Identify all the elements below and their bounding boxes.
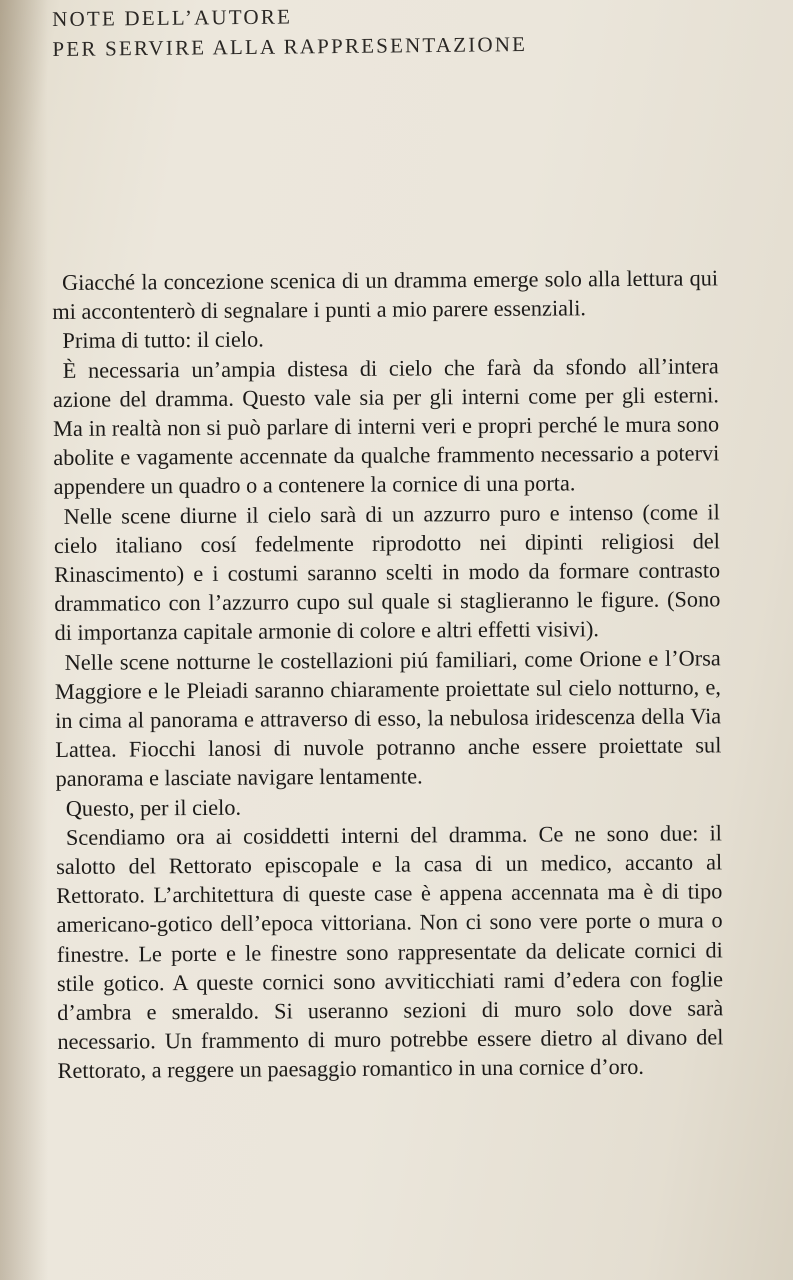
paragraph: Nelle scene notturne le costellazioni piú familiari, come Orione e l’Orsa Maggiore e le Pleiadi saranno chiaramente proiettate sul cielo notturno, e, in cima al panorama e attraverso di esso, la nebulosa iridescenza della Via Lattea. Fiocchi lanosi di nuvole potranno anche essere proiettate sul panorama e lasciate navigare lentamente. xyxy=(54,644,722,792)
section-heading xyxy=(52,0,573,64)
body-text xyxy=(52,263,724,1085)
paragraph: Prima di tutto: il cielo. xyxy=(62,326,264,354)
paragraph: Scendiamo ora ai cosiddetti interni del dramma. Ce ne sono due: il salotto del Rettorato episcopale e la casa di un medico, accanto al Rettorato. L’architettura di queste case è appena accennata ma è di tipo americano-gotico dell’epoca vittoriana. Non ci sono vere porte o mura o finestre. Le porte e le finestre sono rappresentate da delicate cornici di stile gotico. A queste cornici sono avviticchiati rami d’edera con foglie d’ambra e smeraldo. Si useranno sezioni di muro solo dove sarà necessario. Un frammento di muro potrebbe essere dietro al divano del Rettorato, a reggere un paesaggio romantico in una cornice d’oro. xyxy=(56,820,724,1084)
paragraph: È necessaria un’ampia distesa di cielo che farà da sfondo all’intera azione del dramma. Questo vale sia per gli interni come per gli esterni. Ma in realtà non si può parlare di interni veri e propri perché le mura sono abolite e vagamente accennate da qualche frammento necessario a potervi appendere un quadro o a contenere la cornice di una porta. xyxy=(52,352,720,500)
paragraph: Giacché la concezione scenica di un dramma emerge solo alla lettura qui mi accontenterò di segnalare i punti a mio parere essenziali. xyxy=(52,265,719,325)
heading-line-2: PER SERVIRE ALLA RAPPRESENTAZIONE xyxy=(52,32,528,61)
page-gutter-shadow xyxy=(0,0,48,1280)
paragraph: Nelle scene diurne il cielo sarà di un azzurro puro e intenso (come il cielo italiano cosí fedelmente riprodotto nei dipinti religiosi del Rinascimento) e i costumi saranno scelti in modo da formare contrasto drammatico con l’azzurro cupo sul quale si staglieranno le figure. (Sono di importanza capitale armonie di colore e altri effetti visivi). xyxy=(53,498,721,646)
paragraph: Questo, per il cielo. xyxy=(65,794,242,821)
heading-line-1: NOTE DELL’AUTORE xyxy=(52,4,293,31)
